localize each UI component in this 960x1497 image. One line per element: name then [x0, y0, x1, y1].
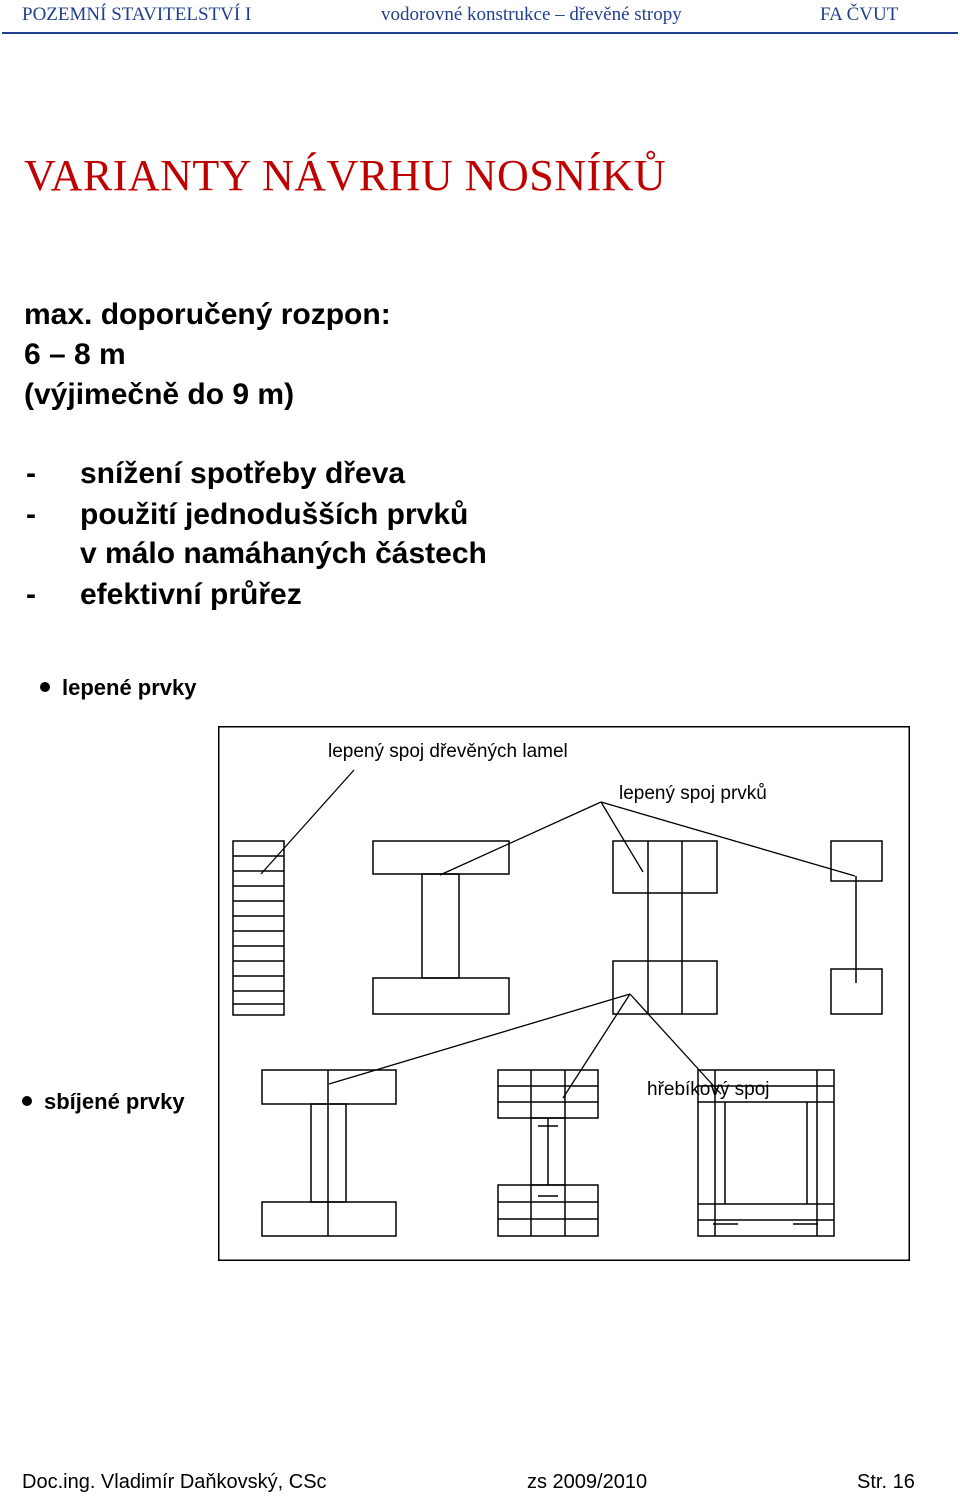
glued-double-web-section [613, 841, 717, 1014]
leader-lines [261, 770, 855, 1098]
benefit-dash: - [26, 578, 36, 611]
span-line-3: (výjimečně do 9 m) [24, 378, 295, 411]
page-header [0, 0, 960, 36]
span-line-2: 6 – 8 m [24, 338, 126, 371]
benefit-item: efektivní průřez [80, 578, 302, 611]
footer-author: Doc.ing. Vladimír Daňkovský, CSc [22, 1471, 327, 1493]
footer-semester: zs 2009/2010 [527, 1471, 648, 1493]
benefit-dash: - [26, 498, 36, 531]
nailed-layered-section [498, 1070, 598, 1236]
benefit-dash: - [26, 457, 36, 490]
beam-variants-figure [218, 726, 910, 1261]
glued-i-beam-section [373, 841, 509, 1014]
header-rule [2, 32, 958, 34]
bullet-dot-icon [22, 1096, 32, 1106]
span-line-1: max. doporučený rozpon: [24, 298, 391, 331]
benefit-item: použití jednodušších prvků [80, 498, 469, 531]
bullet-dot-icon [40, 682, 50, 692]
glued-lamella-section [233, 841, 284, 1015]
figure-frame [219, 727, 910, 1261]
benefit-item: snížení spotřeby dřeva [80, 457, 406, 490]
nailed-i-beam-section [262, 1070, 396, 1236]
header-institution: FA ČVUT [820, 4, 899, 25]
benefit-item: v málo namáhaných částech [80, 537, 487, 570]
page-title: VARIANTY NÁVRHU NOSNÍKŮ [24, 151, 667, 200]
bullet-nailed [22, 1089, 185, 1115]
header-topic: vodorovné konstrukce – dřevěné stropy [381, 4, 682, 25]
page-footer [0, 1470, 960, 1497]
label-glued-element-joint: lepený spoj prvků [619, 783, 767, 804]
label-nail-joint: hřebíkový spoj [647, 1079, 770, 1100]
bullet-glued-label: lepené prvky [62, 675, 197, 700]
bullet-nailed-label: sbíjené prvky [44, 1089, 185, 1114]
label-glued-lamella-joint: lepený spoj dřevěných lamel [328, 741, 568, 762]
header-course: POZEMNÍ STAVITELSTVÍ I [22, 4, 252, 25]
beam-variants-drawing [218, 726, 910, 1261]
footer-page-number: Str. 16 [857, 1471, 915, 1493]
glued-thin-web-section [831, 841, 882, 1014]
bullet-glued [40, 675, 197, 701]
